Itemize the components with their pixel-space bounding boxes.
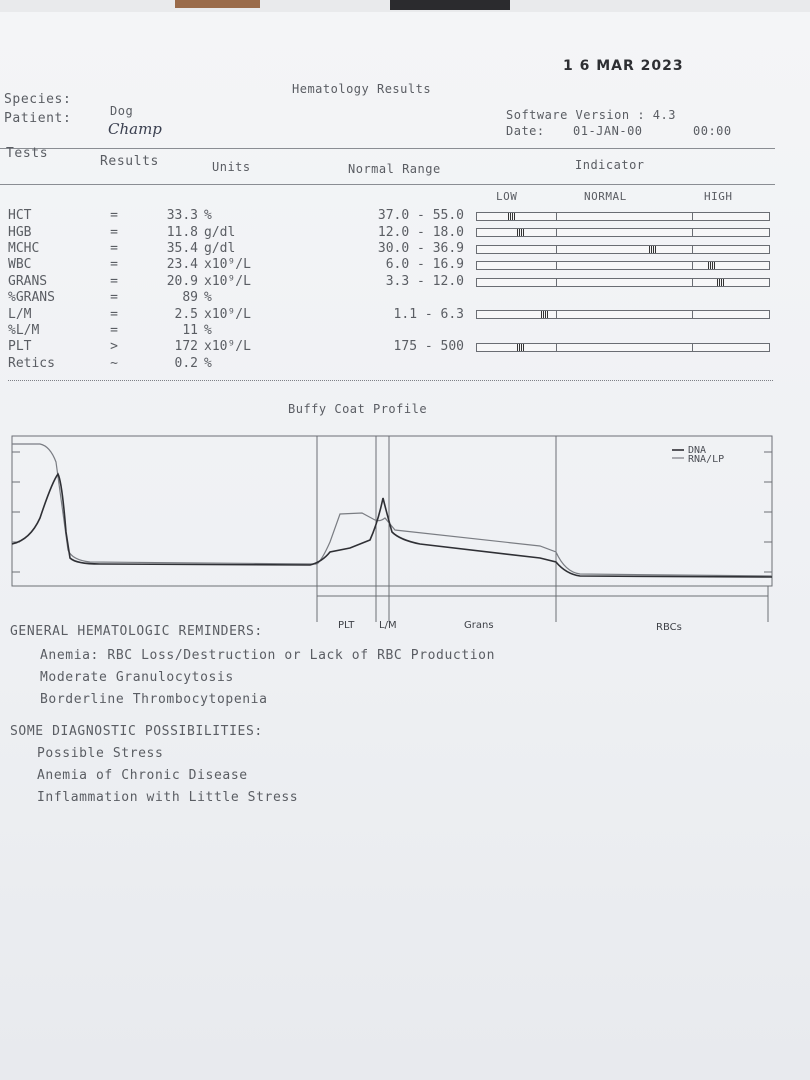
indicator-marker [508, 213, 516, 220]
result-value: 11.8 [166, 224, 198, 240]
indicator-range-tick [556, 310, 557, 319]
indicator-range-tick [692, 212, 693, 221]
diagnostic-item: Possible Stress [37, 746, 164, 761]
date-label: Date: [506, 124, 545, 138]
date-stamp: 1 6 MAR 2023 [563, 58, 684, 74]
test-name: HCT [8, 208, 32, 224]
table-end-rule [8, 380, 773, 381]
test-name: Retics [8, 355, 55, 371]
indicator-normal-label: NORMAL [584, 190, 627, 203]
header-results: Results [100, 154, 159, 169]
result-unit: % [204, 322, 212, 338]
result-value: 89 [182, 290, 198, 306]
header-tests: Tests [6, 146, 49, 161]
header-normal-range: Normal Range [348, 162, 441, 176]
diagnostic-item: Anemia of Chronic Disease [37, 768, 248, 783]
test-name: GRANS [8, 273, 48, 289]
date-value: 01-JAN-00 [573, 124, 643, 138]
test-name: WBC [8, 257, 32, 273]
report-title: Hematology Results [292, 82, 432, 96]
header-indicator: Indicator [575, 158, 645, 172]
chart-right-ticks [764, 452, 772, 572]
test-name: %L/M [8, 322, 40, 338]
indicator-marker [649, 246, 657, 253]
region-label-lm: L/M [379, 620, 397, 631]
normal-range: 30.0 - 36.9 [377, 240, 464, 256]
result-unit: x10⁹/L [204, 273, 251, 289]
reminder-item: Borderline Thrombocytopenia [40, 692, 268, 707]
indicator-marker [517, 229, 525, 236]
indicator-bar [476, 245, 770, 254]
result-unit: % [204, 355, 212, 371]
indicator-range-tick [556, 278, 557, 287]
test-name: %GRANS [8, 290, 55, 306]
test-name: HGB [8, 224, 32, 240]
result-operator: = [110, 306, 118, 322]
legend-rna-lp: RNA/LP [688, 454, 725, 465]
region-label-plt: PLT [338, 620, 355, 631]
result-unit: g/dl [204, 240, 236, 256]
indicator-bar [476, 212, 770, 221]
header-units: Units [212, 160, 251, 174]
indicator-high-label: HIGH [704, 190, 733, 203]
indicator-range-tick [692, 228, 693, 237]
indicator-range-tick [692, 278, 693, 287]
indicator-range-tick [556, 228, 557, 237]
result-row [8, 274, 470, 290]
result-row [8, 339, 470, 355]
background-object [175, 0, 260, 8]
buffy-coat-chart [0, 422, 790, 642]
reminders-heading: GENERAL HEMATOLOGIC REMINDERS: [10, 624, 263, 639]
normal-range: 12.0 - 18.0 [377, 224, 464, 240]
result-row [8, 257, 470, 273]
indicator-marker [541, 311, 549, 318]
region-label-rbcs: RBCs [656, 622, 682, 633]
result-operator: = [110, 322, 118, 338]
header-rule-top [0, 148, 775, 149]
result-value: 20.9 [166, 273, 198, 289]
indicator-marker [717, 279, 725, 286]
reminder-item: Anemia: RBC Loss/Destruction or Lack of RBC Production [40, 648, 496, 663]
reminder-item: Moderate Granulocytosis [40, 670, 234, 685]
result-unit: x10⁹/L [204, 306, 251, 322]
result-row [8, 224, 470, 240]
species-label: Species: [4, 92, 72, 107]
indicator-range-tick [692, 245, 693, 254]
test-name: PLT [8, 339, 32, 355]
header-rule-bottom [0, 184, 775, 185]
diagnostic-item: Inflammation with Little Stress [37, 790, 299, 805]
normal-range [354, 356, 470, 372]
results-table [8, 208, 470, 372]
normal-range: 1.1 - 6.3 [393, 306, 464, 322]
result-operator: = [110, 208, 118, 224]
background-object-dark [390, 0, 510, 10]
result-operator: = [110, 290, 118, 306]
result-row [8, 323, 470, 339]
test-name: L/M [8, 306, 32, 322]
software-version: Software Version : 4.3 [506, 108, 676, 122]
result-row [8, 306, 470, 322]
species-value: Dog [110, 104, 134, 118]
normal-range [354, 290, 470, 306]
result-operator: > [110, 339, 118, 355]
indicator-range-tick [692, 310, 693, 319]
report-paper [0, 12, 810, 1080]
chart-title: Buffy Coat Profile [288, 402, 428, 416]
legend-dna: DNA [688, 445, 707, 456]
diagnostic-heading: SOME DIAGNOSTIC POSSIBILITIES: [10, 724, 263, 739]
result-value: 11 [182, 322, 198, 338]
normal-range: 175 - 500 [393, 339, 464, 355]
indicator-range-tick [556, 212, 557, 221]
normal-range: 37.0 - 55.0 [377, 208, 464, 224]
test-name: MCHC [8, 240, 40, 256]
result-row [8, 290, 470, 306]
result-operator: = [110, 240, 118, 256]
indicator-range-tick [556, 343, 557, 352]
indicator-range-tick [692, 261, 693, 270]
result-unit: x10⁹/L [204, 257, 251, 273]
indicator-marker [708, 262, 716, 269]
indicator-marker [517, 344, 525, 351]
result-operator: = [110, 257, 118, 273]
result-value: 172 [174, 339, 198, 355]
normal-range: 3.3 - 12.0 [385, 273, 464, 289]
indicator-range-tick [556, 261, 557, 270]
indicator-range-tick [692, 343, 693, 352]
result-unit: % [204, 208, 212, 224]
result-value: 0.2 [174, 355, 198, 371]
result-value: 2.5 [174, 306, 198, 322]
result-operator: = [110, 273, 118, 289]
result-row [8, 356, 470, 372]
result-value: 35.4 [166, 240, 198, 256]
region-label-grans: Grans [464, 620, 494, 631]
patient-name-handwritten: Champ [108, 120, 162, 138]
indicator-bar [476, 310, 770, 319]
indicator-bar [476, 278, 770, 287]
normal-range: 6.0 - 16.9 [385, 257, 464, 273]
rna-lp-line [12, 444, 772, 576]
indicator-range-tick [556, 245, 557, 254]
result-value: 23.4 [166, 257, 198, 273]
result-unit: x10⁹/L [204, 339, 251, 355]
result-operator: ~ [110, 355, 118, 371]
result-row [8, 241, 470, 257]
indicator-bar [476, 261, 770, 270]
indicator-low-label: LOW [496, 190, 518, 203]
result-unit: g/dl [204, 224, 236, 240]
indicator-bar [476, 228, 770, 237]
top-edge [0, 0, 810, 12]
patient-label: Patient: [4, 111, 72, 126]
chart-left-ticks [12, 452, 20, 572]
normal-range [354, 323, 470, 339]
result-operator: = [110, 224, 118, 240]
indicator-bar [476, 343, 770, 352]
result-row [8, 208, 470, 224]
result-unit: % [204, 290, 212, 306]
result-value: 33.3 [166, 208, 198, 224]
time-value: 00:00 [693, 124, 732, 138]
